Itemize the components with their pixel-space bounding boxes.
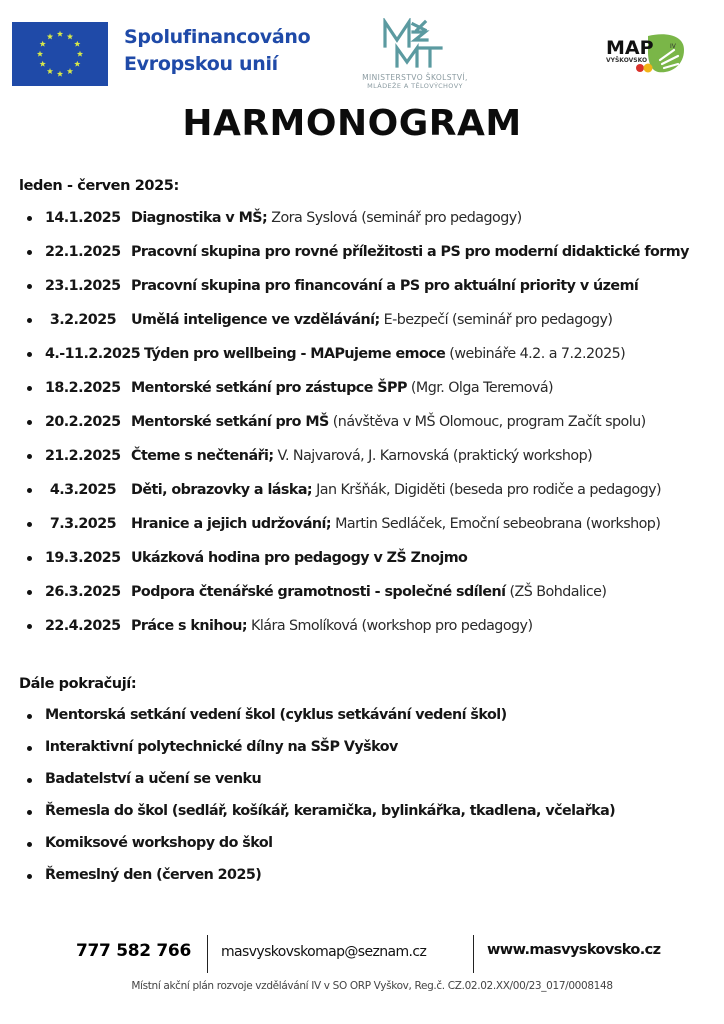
eu-star-icon: [74, 61, 80, 67]
event-description: [131, 380, 553, 396]
event-date: 4.-11.2.2025: [45, 346, 141, 362]
event-description: [131, 550, 467, 566]
bullet-icon: [27, 810, 32, 815]
event-title: Týden pro wellbeing - MAPujeme emoce: [144, 346, 446, 362]
phone-number[interactable]: 777 582 766: [76, 941, 191, 961]
event-details: (Mgr. Olga Teremová): [406, 380, 554, 396]
schedule-item: [0, 575, 724, 609]
eu-line-2: Evropskou unií: [124, 53, 278, 75]
continuing-item: [0, 827, 724, 859]
schedule-item: [0, 201, 724, 235]
event-title: Umělá inteligence ve vzdělávání;: [131, 312, 380, 328]
registration-note: Místní akční plán rozvoje vzdělávání IV v SO ORP Vyškov, Reg.č. CZ.02.02.XX/00/23_017/0008148: [131, 980, 613, 992]
event-title: Děti, obrazovky a láska;: [131, 482, 313, 498]
msmt-logo: [340, 18, 490, 93]
continuing-item-label: Interaktivní polytechnické dílny na SŠP Vyškov: [45, 739, 398, 755]
bullet-icon: [27, 522, 32, 527]
event-title: Práce s knihou;: [131, 618, 248, 634]
continuing-item: [0, 699, 724, 731]
map-vyskovsko-logo: [604, 30, 688, 76]
continuing-item-label: Řemesla do škol (sedlář, košíkář, keramička, bylinkářka, tkadlena, včelařka): [45, 803, 616, 819]
schedule-list: [0, 201, 724, 643]
event-details: Martin Sedláček, Emoční sebeobrana (workshop): [331, 516, 661, 532]
continuing-item: [0, 795, 724, 827]
event-title: Pracovní skupina pro rovné příležitosti a PS pro moderní didaktické formy: [131, 244, 689, 260]
event-description: [131, 516, 660, 532]
event-details: (ZŠ Bohdalice): [505, 584, 607, 600]
event-description: [131, 414, 646, 430]
bullet-icon: [27, 590, 32, 595]
map-sub-text: VYŠKOVSKO: [606, 57, 648, 64]
eu-star-icon: [47, 33, 53, 39]
event-title: Čteme s nečtenáři;: [131, 448, 274, 464]
schedule-item: [0, 303, 724, 337]
eu-line-1: Spolufinancováno: [124, 26, 311, 48]
event-title: Podpora čtenářské gramotnosti - společné sdílení: [131, 584, 506, 600]
eu-cofinanced-label: [124, 24, 310, 78]
event-description: [131, 618, 533, 634]
event-date: 22.1.2025: [45, 244, 121, 260]
eu-star-icon: [57, 31, 63, 37]
event-title: Hranice a jejich udržování;: [131, 516, 332, 532]
page-title: HARMONOGRAM: [182, 103, 522, 144]
event-date: 26.3.2025: [45, 584, 121, 600]
event-details: Zora Syslová (seminář pro pedagogy): [267, 210, 522, 226]
schedule-item: [0, 269, 724, 303]
map-logo-icon: [604, 30, 688, 76]
event-date: 20.2.2025: [45, 414, 121, 430]
bullet-icon: [27, 746, 32, 751]
bullet-icon: [27, 250, 32, 255]
continuing-item-label: Řemeslný den (červen 2025): [45, 867, 262, 883]
event-title: Mentorské setkání pro MŠ: [131, 414, 329, 430]
eu-stars: [12, 22, 108, 86]
schedule-heading: leden - červen 2025:: [19, 178, 179, 194]
event-details: (návštěva v MŠ Olomouc, program Začít spolu): [328, 414, 646, 430]
bullet-icon: [27, 714, 32, 719]
continuing-item-label: Komiksové workshopy do škol: [45, 835, 273, 851]
msmt-line-1: MINISTERSTVO ŠKOLSTVÍ,: [362, 73, 468, 82]
website-link[interactable]: www.masvyskovsko.cz: [487, 942, 661, 958]
schedule-item: [0, 609, 724, 643]
continuing-item: [0, 859, 724, 891]
schedule-item: [0, 235, 724, 269]
eu-flag-icon: [12, 22, 108, 86]
email-link[interactable]: masvyskovskomap@seznam.cz: [221, 944, 427, 960]
msmt-line-2: MLÁDEŽE A TĚLOVÝCHOVY: [367, 82, 463, 90]
event-date: 7.3.2025: [49, 516, 116, 532]
map-iv-text: IV: [670, 43, 676, 50]
footer-divider: [473, 935, 474, 973]
event-description: [131, 448, 592, 464]
continuing-item-label: Mentorská setkání vedení škol (cyklus setkávání vedení škol): [45, 707, 507, 723]
event-description: [131, 482, 661, 498]
continuing-item-label: Badatelství a učení se venku: [45, 771, 262, 787]
event-details: V. Najvarová, J. Karnovská (praktický workshop): [273, 448, 593, 464]
eu-star-icon: [77, 51, 83, 57]
event-details: (webináře 4.2. a 7.2.2025): [445, 346, 626, 362]
schedule-item: [0, 473, 724, 507]
footer: [0, 930, 724, 1024]
bullet-icon: [27, 386, 32, 391]
continuing-list: [0, 699, 724, 891]
bullet-icon: [27, 556, 32, 561]
event-details: E-bezpečí (seminář pro pedagogy): [379, 312, 613, 328]
footer-divider: [207, 935, 208, 973]
event-title: Diagnostika v MŠ;: [131, 210, 268, 226]
event-description: [131, 312, 612, 328]
event-title: Mentorské setkání pro zástupce ŠPP: [131, 380, 407, 396]
bullet-icon: [27, 284, 32, 289]
eu-star-icon: [67, 33, 73, 39]
msmt-mark-icon: [375, 18, 455, 68]
event-date: 3.2.2025: [49, 312, 116, 328]
event-description: [131, 584, 606, 600]
bullet-icon: [27, 454, 32, 459]
event-details: Jan Kršňák, Digiděti (beseda pro rodiče a pedagogy): [312, 482, 662, 498]
event-date: 22.4.2025: [45, 618, 121, 634]
event-date: 19.3.2025: [45, 550, 121, 566]
eu-star-icon: [67, 68, 73, 74]
bullet-icon: [27, 318, 32, 323]
bullet-icon: [27, 874, 32, 879]
event-date: 23.1.2025: [45, 278, 121, 294]
event-description: [131, 210, 522, 226]
schedule-item: [0, 507, 724, 541]
bullet-icon: [27, 778, 32, 783]
bullet-icon: [27, 624, 32, 629]
schedule-item: [0, 541, 724, 575]
eu-star-icon: [37, 51, 43, 57]
eu-star-icon: [40, 61, 46, 67]
event-description: [131, 244, 689, 260]
schedule-item: [0, 405, 724, 439]
event-details: Klára Smolíková (workshop pro pedagogy): [247, 618, 533, 634]
bullet-icon: [27, 842, 32, 847]
continuing-heading: Dále pokračují:: [19, 676, 137, 692]
schedule-item: [0, 439, 724, 473]
event-date: 18.2.2025: [45, 380, 121, 396]
bullet-icon: [27, 420, 32, 425]
continuing-item: [0, 763, 724, 795]
eu-star-icon: [40, 41, 46, 47]
event-title: Pracovní skupina pro financování a PS pro aktuální priority v území: [131, 278, 639, 294]
event-description: [144, 346, 625, 362]
event-date: 21.2.2025: [45, 448, 121, 464]
bullet-icon: [27, 352, 32, 357]
event-title: Ukázková hodina pro pedagogy v ZŠ Znojmo: [131, 550, 468, 566]
event-description: [131, 278, 638, 294]
event-date: 4.3.2025: [49, 482, 116, 498]
bullet-icon: [27, 488, 32, 493]
eu-star-icon: [74, 41, 80, 47]
bullet-icon: [27, 216, 32, 221]
map-text: MAP: [606, 37, 654, 59]
continuing-item: [0, 731, 724, 763]
eu-star-icon: [47, 68, 53, 74]
schedule-item: [0, 371, 724, 405]
event-date: 14.1.2025: [45, 210, 121, 226]
schedule-item: [0, 337, 724, 371]
header: [0, 0, 724, 100]
eu-star-icon: [57, 71, 63, 77]
